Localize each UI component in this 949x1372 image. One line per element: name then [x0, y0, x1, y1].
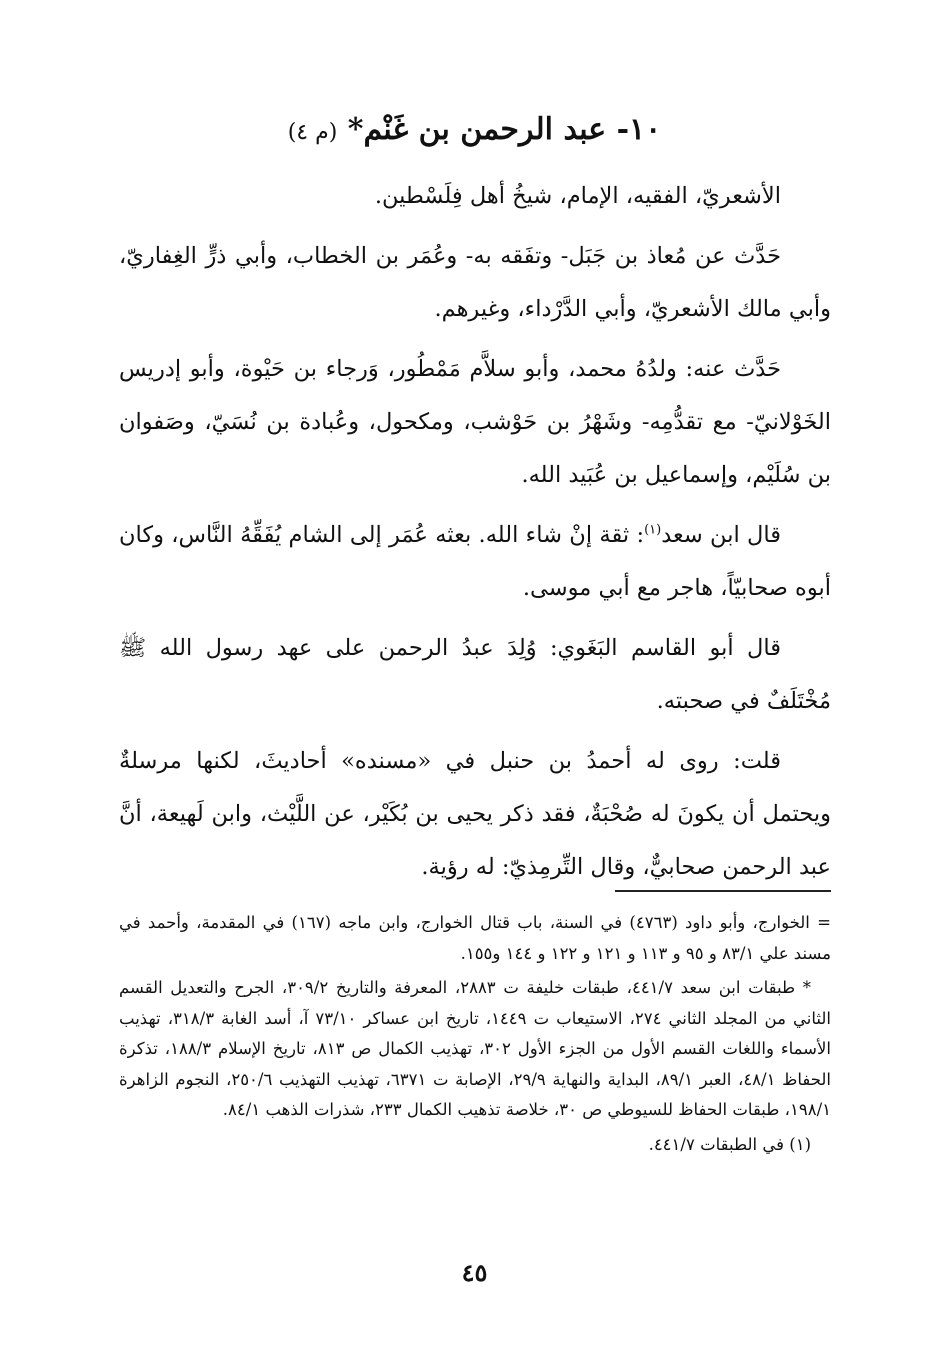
- paragraph-author-note: قلت: روى له أحمدُ بن حنبل في «مسنده» أحاديثَ، لكنها مرسلةٌ ويحتمل أن يكونَ له صُحْبَةٌ، فقد ذكر يحيى بن بُكَيْر، عن اللَّيْث، وابن لَهيعة، أنَّ عبد الرحمن صحابيٌّ، وقال التِّرمِذيّ: له رؤية.: [119, 748, 831, 880]
- paragraph-ibn-sad: [119, 509, 831, 615]
- footnote-sources: * طبقات ابن سعد ٤٤١/٧، طبقات خليفة ت ٢٨٨٣، المعرفة والتاريخ ٣٠٩/٢، الجرح والتعديل القسم الثاني من المجلد الثاني ٢٧٤، الاستيعاب ت ١٤٤٩، تاريخ ابن عساكر ٧٣/١٠ آ، أسد الغابة ٣١٨/٣، تهذيب الأسماء واللغات القسم الأول من الجزء الأول ٣٠٢، تهذيب الكمال ص ٨١٣، تاريخ الإسلام ١٨٨/٣، تذكرة الحفاظ ٤٨/١، العبر ٨٩/١، البداية والنهاية ٢٩/٩، الإصابة ت ٦٣٧١، تهذيب التهذيب ٢٥٠/٦، النجوم الزاهرة ١٩٨/١، طبقات الحفاظ للسيوطي ص ٣٠، خلاصة تذهيب الكمال ٢٣٣، شذرات الذهب ٨٤/١.: [119, 978, 831, 1119]
- paragraph-narrated-by: حَدَّث عنه: ولدُهُ محمد، وأبو سلاَّم مَمْطُور، وَرجاء بن حَيْوة، وأبو إدريس الخَوْلانيّ- مع تقدُّمِه- وشَهْرُ بن حَوْشب، ومكحول، وعُبادة بن نُسَيّ، وصَفوان بن سُلَيْم، وإسماعيل بن عُبَيد الله.: [119, 356, 831, 488]
- entry-title: ١٠- عبد الرحمن بن غَنْم*: [347, 112, 662, 147]
- ibn-sad-quote: : ثقة إنْ شاء الله. بعثه عُمَر إلى الشام يُفَقِّهُ النَّاس، وكان أبوه صحابيّاً، هاجر مع أبي موسى.: [119, 522, 831, 601]
- footnotes: [119, 908, 831, 1164]
- footnote-divider: [615, 890, 831, 892]
- paragraph-baghawi: قال أبو القاسم البَغَوي: وُلِدَ عبدُ الرحمن على عهد رسول الله ﷺ مُخْتَلَفٌ في صحبته.: [119, 635, 831, 714]
- paragraph-epithets: الأشعريّ، الفقيه، الإمام، شيخُ أهل فِلَسْطين.: [374, 183, 781, 209]
- footnote-continuation: = الخوارج، وأبو داود (٤٧٦٣) في السنة، باب قتال الخوارج، وابن ماجه (١٦٧) في المقدمة، وأحمد في مسند علي ٨٣/١ و ٩٥ و ١١٣ و ١٢١ و ١٢٢ و ١٤٤ و١٥٥.: [119, 913, 831, 963]
- entry-heading: [0, 108, 949, 155]
- footnote-1: (١) في الطبقات ٤٤١/٧.: [648, 1134, 811, 1154]
- ibn-sad-lead: قال ابن سعد: [661, 522, 782, 548]
- footnote-reference: (١): [644, 522, 662, 538]
- page-number: ٤٥: [461, 1258, 488, 1287]
- main-text: [119, 170, 831, 901]
- entry-tag: (م ٤): [287, 120, 338, 145]
- paragraph-narrated-from: حَدَّث عن مُعاذ بن جَبَل- وتفَقه به- وعُمَر بن الخطاب، وأبي ذرٍّ الغِفاريّ، وأبي مالك الأشعريّ، وأبي الدَّرْداء، وغيرهم.: [119, 243, 831, 322]
